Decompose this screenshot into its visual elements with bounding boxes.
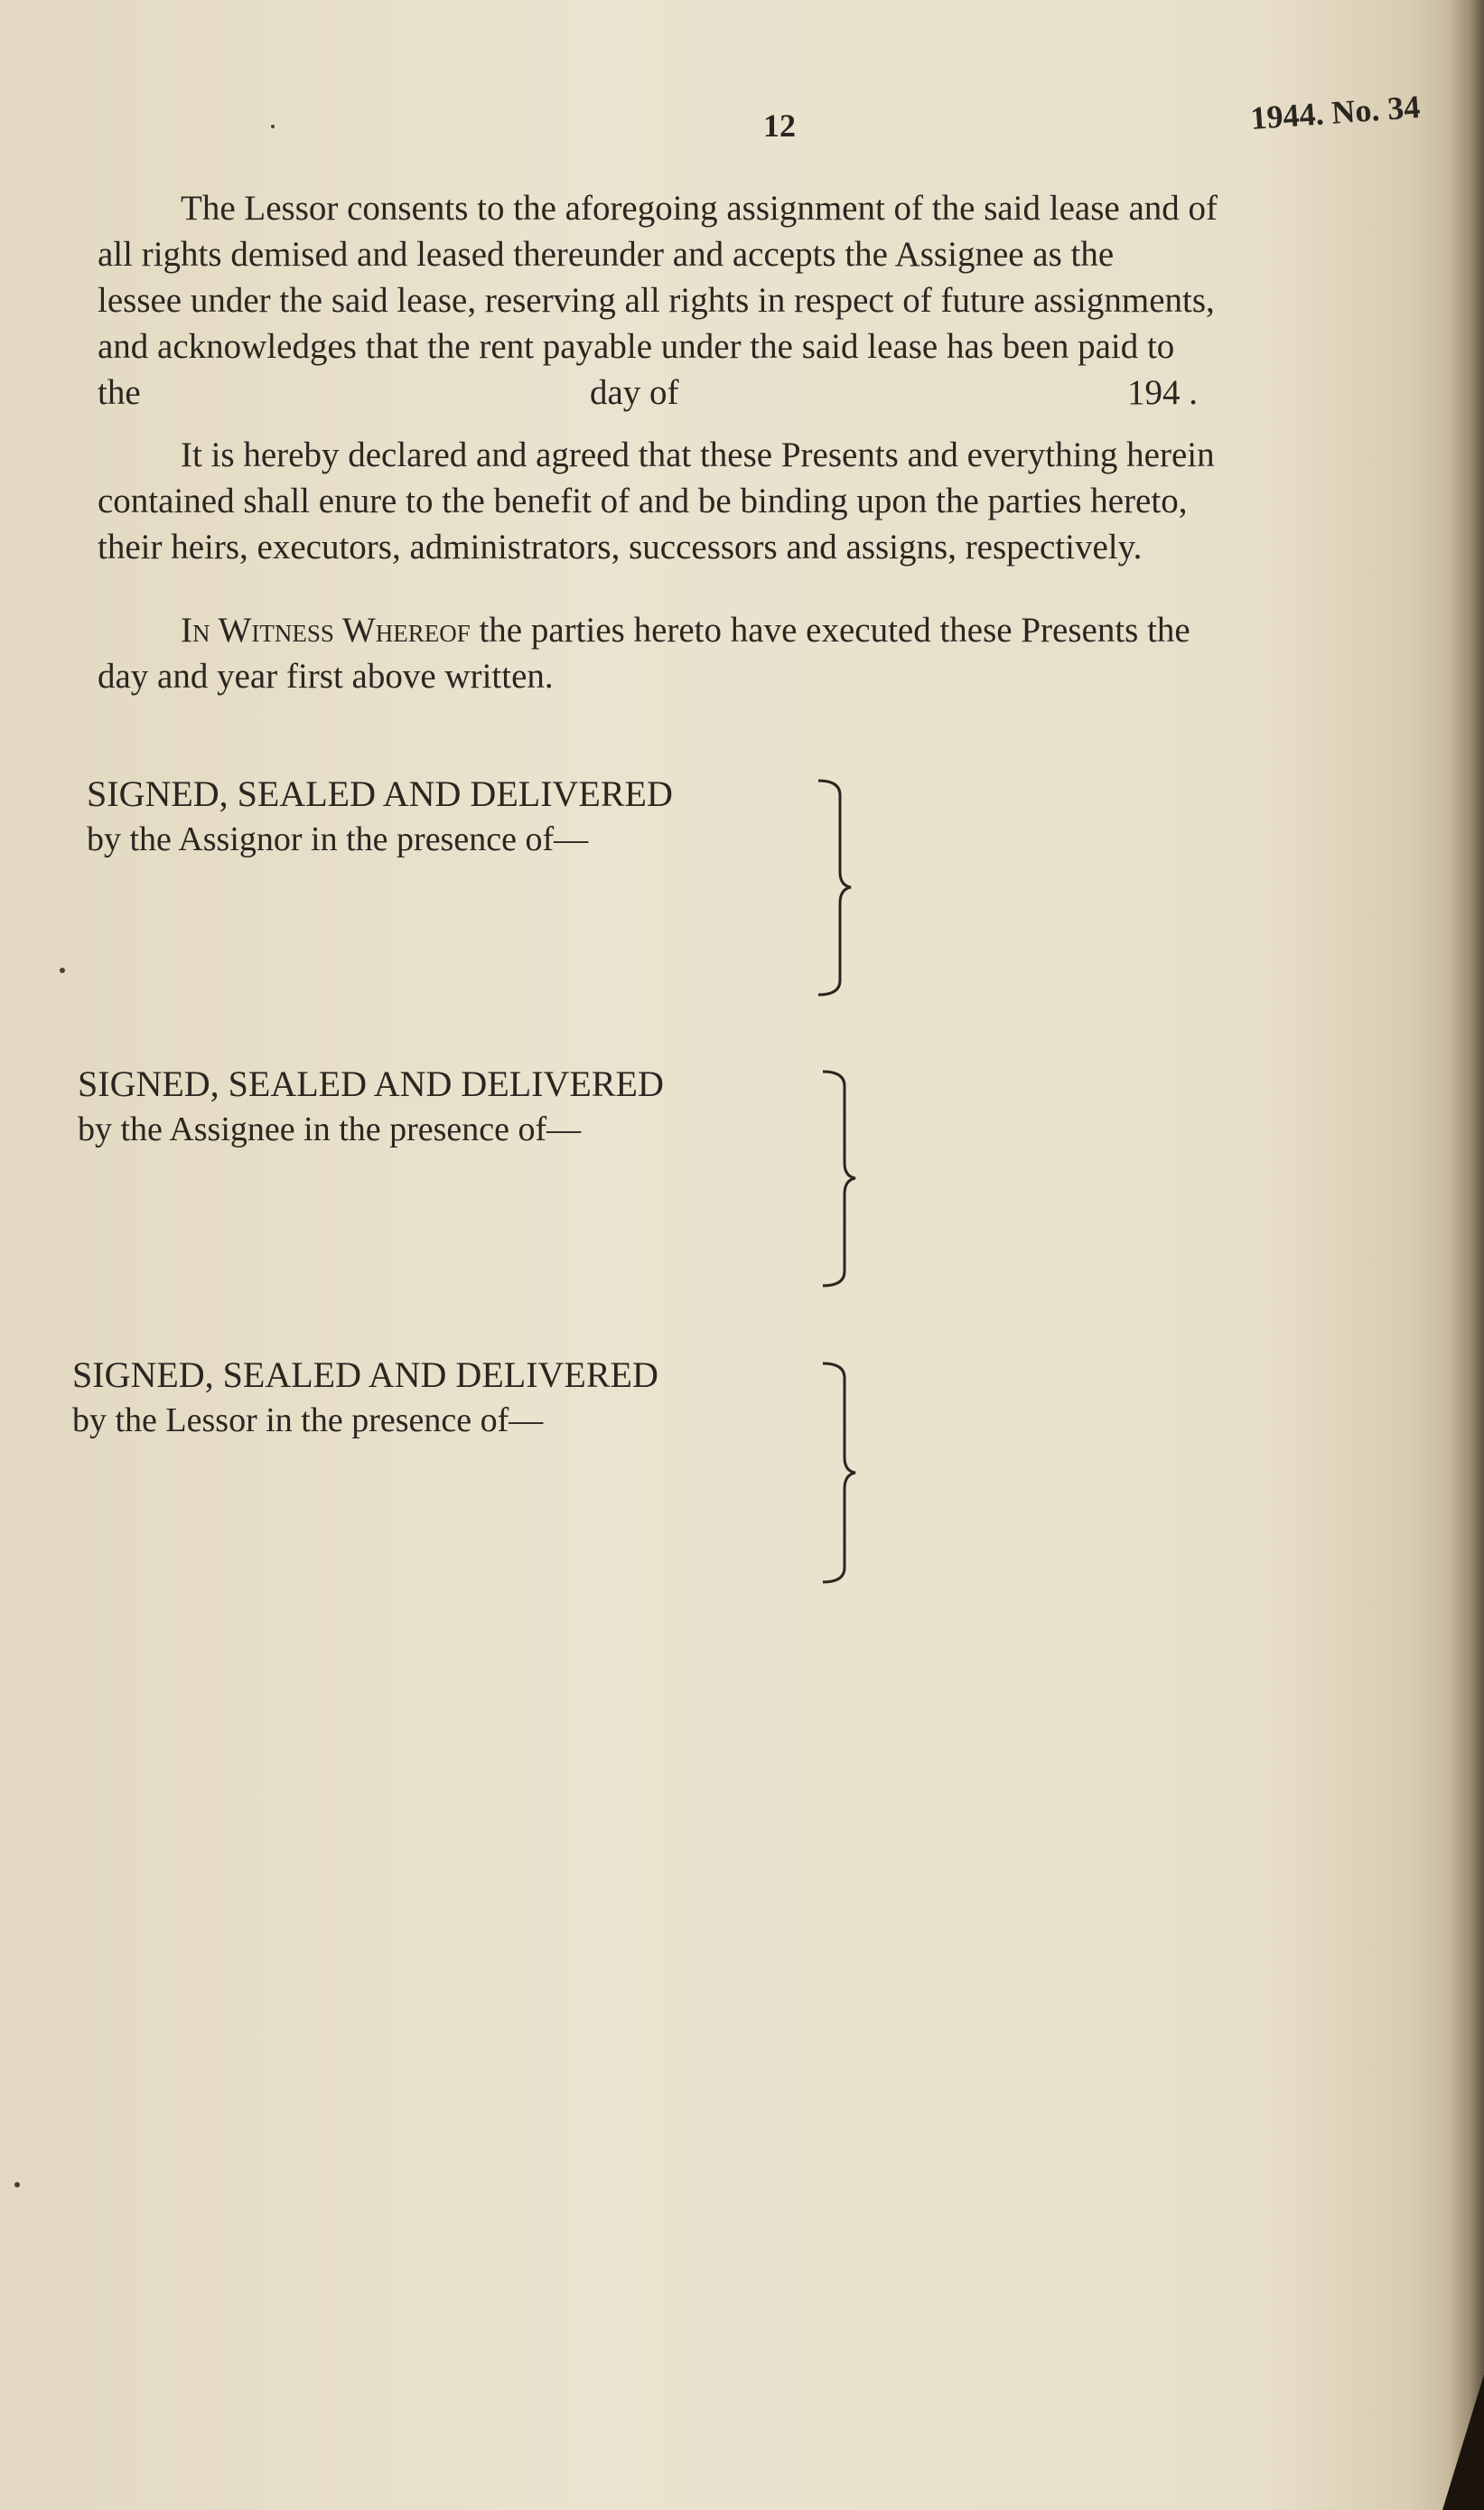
date-line (98, 370, 1398, 416)
signature-subtitle: by the Lessor in the presence of— (72, 1401, 544, 1439)
ink-speck (14, 2182, 20, 2187)
witness-rest: the parties hereto have executed these Presents the (479, 611, 1190, 650)
paragraph-line (98, 607, 1398, 653)
ink-speck (60, 968, 65, 973)
declaration-paragraph (98, 432, 1398, 570)
paragraph-line: their heirs, executors, administrators, successors and assigns, respectively. (98, 528, 1143, 567)
witness-lead: In Witness Whereof (181, 611, 471, 650)
signature-title: SIGNED, SEALED AND DELIVERED (87, 773, 673, 814)
paragraph-line: contained shall enure to the benefit of and be binding upon the parties hereto, (98, 482, 1188, 520)
paragraph-line: and acknowledges that the rent payable under the said lease has been paid to (98, 327, 1175, 366)
signature-block-lessor (72, 1353, 658, 1443)
signature-subtitle: by the Assignee in the presence of— (78, 1110, 582, 1148)
paragraph-line: It is hereby declared and agreed that these Presents and everything herein (181, 436, 1215, 474)
signature-subtitle: by the Assignor in the presence of— (87, 820, 589, 858)
signature-title: SIGNED, SEALED AND DELIVERED (72, 1354, 658, 1395)
page-edge-shadow (1448, 0, 1484, 2510)
bracket-icon (813, 777, 858, 998)
page-number: 12 (763, 108, 796, 144)
date-the: the (98, 373, 141, 412)
signature-block-assignee (78, 1062, 664, 1152)
document-number: 1944. No. 34 (1249, 88, 1422, 137)
paragraph-line: all rights demised and leased thereunder and accepts the Assignee as the (98, 235, 1115, 274)
date-day-of: day of (590, 373, 679, 412)
signature-block-assignor (87, 772, 673, 862)
signature-title: SIGNED, SEALED AND DELIVERED (78, 1063, 664, 1104)
bracket-icon (817, 1068, 863, 1289)
paragraph-line: The Lessor consents to the aforegoing assignment of the said lease and of (181, 189, 1218, 228)
page-corner-shadow (1442, 2374, 1484, 2510)
bracket-icon (817, 1360, 863, 1586)
witness-paragraph (98, 607, 1398, 699)
consent-paragraph (98, 185, 1398, 416)
paragraph-line: day and year first above written. (98, 657, 554, 696)
date-year: 194 . (1127, 373, 1198, 412)
paragraph-line: lessee under the said lease, reserving all rights in respect of future assignments, (98, 281, 1215, 320)
ink-speck (271, 125, 275, 128)
